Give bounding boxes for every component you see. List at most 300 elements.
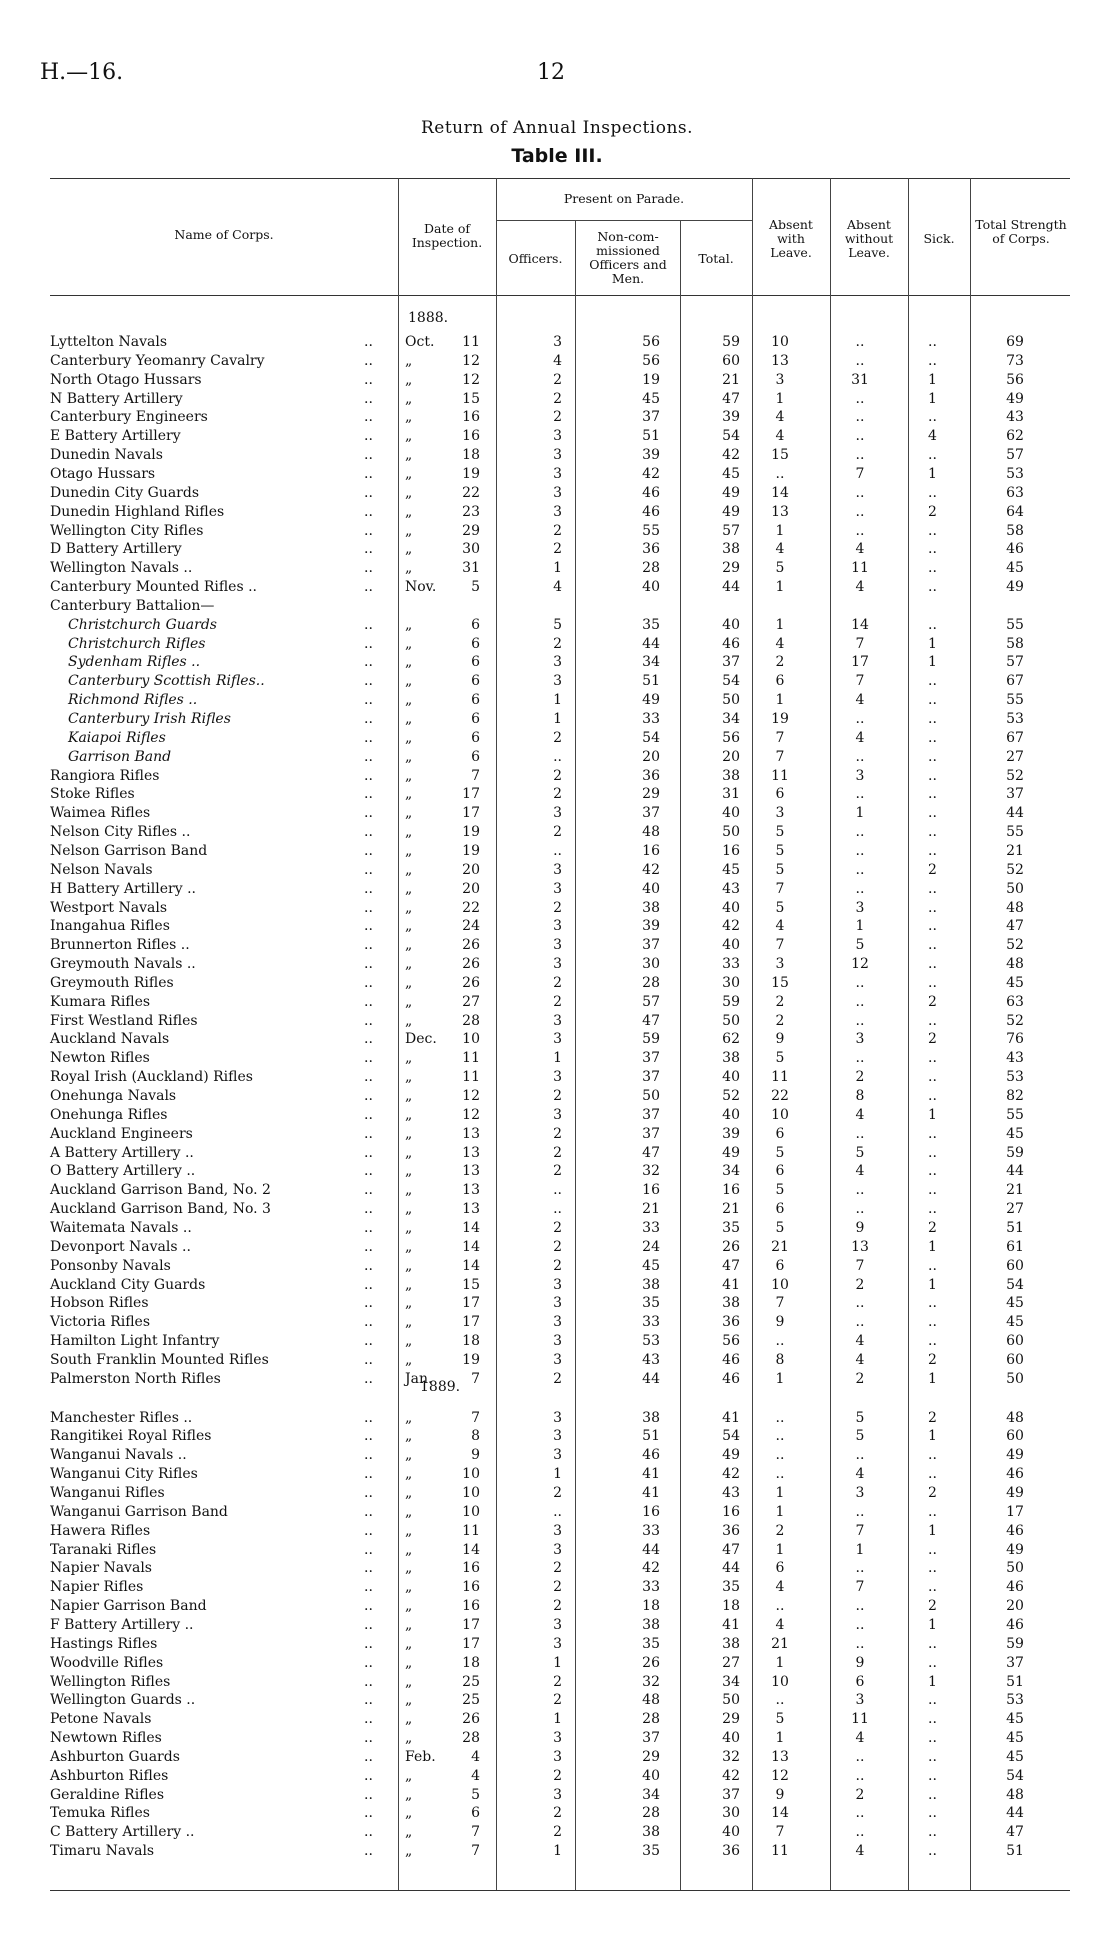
- sick-count: ..: [928, 1144, 937, 1161]
- officers-count: 3: [553, 1276, 562, 1293]
- corps-name: Kaiapoi Rifles: [68, 729, 166, 746]
- absent-without-leave: 4: [855, 692, 865, 709]
- absent-without-leave: ..: [855, 861, 865, 878]
- leader-dots: ..: [364, 861, 373, 878]
- inspection-day: 19: [462, 465, 480, 482]
- inspection-day: 26: [462, 1711, 480, 1728]
- inspection-month: „: [405, 447, 413, 464]
- absent-without-leave: 14: [851, 616, 869, 633]
- absent-with-leave: 10: [771, 334, 789, 350]
- inspection-day: 16: [462, 1598, 480, 1615]
- table-row: [0, 446, 1114, 465]
- nco-men-count: 28: [642, 1711, 660, 1728]
- total-strength: 52: [1006, 1012, 1024, 1029]
- sick-count: 1: [928, 1616, 937, 1633]
- leader-dots: ..: [364, 428, 373, 445]
- corps-name: Canterbury Engineers: [50, 409, 208, 426]
- total-present: 47: [722, 390, 740, 407]
- total-present: 49: [722, 503, 740, 520]
- header-officers: Officers.: [508, 251, 563, 266]
- total-strength: 48: [1006, 1786, 1024, 1803]
- leader-dots: ..: [364, 1447, 373, 1464]
- inspection-month: „: [405, 1069, 413, 1086]
- officers-count: 2: [553, 993, 562, 1010]
- absent-with-leave: 3: [775, 371, 785, 388]
- table-row: [0, 1049, 1114, 1068]
- absent-without-leave: 3: [855, 1031, 865, 1048]
- total-present: 33: [722, 956, 740, 973]
- total-present: 47: [722, 1541, 740, 1558]
- header-bottom-rule: [50, 295, 1070, 296]
- inspection-day: 31: [462, 560, 480, 577]
- inspection-month: „: [405, 1635, 413, 1652]
- total-strength: 49: [1006, 390, 1024, 407]
- inspection-day: 16: [462, 428, 480, 445]
- absent-with-leave: 9: [775, 1786, 785, 1803]
- officers-count: 3: [553, 1730, 562, 1747]
- leader-dots: ..: [364, 880, 373, 897]
- sick-count: 2: [928, 1031, 937, 1048]
- inspection-day: 26: [462, 974, 480, 991]
- absent-with-leave: 8: [775, 1351, 785, 1368]
- inspection-month: „: [405, 673, 413, 690]
- table-row: [0, 653, 1114, 672]
- total-present: 42: [722, 918, 740, 935]
- officers-count: 3: [553, 428, 562, 445]
- total-present: 59: [722, 334, 740, 350]
- officers-count: 3: [553, 1069, 562, 1086]
- total-strength: 60: [1006, 1257, 1024, 1274]
- officers-count: 3: [553, 1314, 562, 1331]
- absent-with-leave: 5: [775, 1219, 785, 1236]
- table-row: [0, 993, 1114, 1012]
- table-row: [0, 1125, 1114, 1144]
- corps-name: Greymouth Rifles: [50, 974, 174, 991]
- table-row: [0, 1503, 1114, 1522]
- inspection-day: 22: [462, 484, 480, 501]
- absent-with-leave: 5: [775, 1144, 785, 1161]
- total-present: 35: [722, 1579, 740, 1596]
- nco-men-count: 41: [642, 1466, 660, 1483]
- inspection-month: „: [405, 371, 413, 388]
- total-strength: 60: [1006, 1351, 1024, 1368]
- absent-without-leave: ..: [855, 1748, 865, 1765]
- corps-name: Nelson Navals: [50, 861, 153, 878]
- nco-men-count: 57: [642, 993, 660, 1010]
- corps-name: Auckland City Guards: [50, 1276, 206, 1293]
- table-row: [0, 616, 1114, 635]
- header-total-strength: Total Strength of Corps.: [975, 217, 1067, 246]
- corps-name: Auckland Garrison Band, No. 2: [50, 1182, 271, 1199]
- nco-men-count: 38: [642, 1824, 660, 1841]
- inspection-day: 28: [462, 1730, 480, 1747]
- officers-count: 2: [553, 1163, 562, 1180]
- year-label: 1889.: [420, 1379, 461, 1395]
- total-present: 47: [722, 1257, 740, 1274]
- absent-without-leave: 5: [855, 937, 865, 954]
- inspection-month: „: [405, 1541, 413, 1558]
- inspection-month: „: [405, 1843, 413, 1860]
- nco-men-count: 16: [642, 842, 660, 859]
- inspection-day: 25: [462, 1692, 480, 1709]
- leader-dots: ..: [364, 918, 373, 935]
- absent-with-leave: 1: [775, 579, 785, 596]
- sick-count: 2: [928, 1351, 937, 1368]
- corps-name: Wanganui Garrison Band: [50, 1503, 228, 1520]
- absent-without-leave: 5: [855, 1409, 865, 1426]
- nco-men-count: 47: [642, 1012, 660, 1029]
- total-strength: 47: [1006, 1824, 1024, 1841]
- header-absent-without-leave: Absent without Leave.: [844, 217, 894, 260]
- nco-men-count: 42: [642, 465, 660, 482]
- inspection-month: „: [405, 1314, 413, 1331]
- inspection-month: „: [405, 974, 413, 991]
- leader-dots: ..: [364, 937, 373, 954]
- table-row: [0, 1541, 1114, 1560]
- leader-dots: ..: [364, 1201, 373, 1218]
- inspection-month: „: [405, 786, 413, 803]
- inspection-day: 19: [462, 824, 480, 841]
- corps-name: Rangitikei Royal Rifles: [50, 1428, 212, 1445]
- absent-with-leave: 1: [775, 1541, 785, 1558]
- absent-with-leave: 1: [775, 1730, 785, 1747]
- nco-men-count: 51: [642, 673, 660, 690]
- table-row: [0, 1748, 1114, 1767]
- table-row: [0, 1767, 1114, 1786]
- nco-men-count: 42: [642, 1560, 660, 1577]
- inspection-day: 10: [462, 1503, 480, 1520]
- officers-count: 2: [553, 824, 562, 841]
- inspection-month: „: [405, 1711, 413, 1728]
- nco-men-count: 38: [642, 1616, 660, 1633]
- total-strength: 50: [1006, 1560, 1024, 1577]
- sick-count: ..: [928, 1730, 937, 1747]
- officers-count: 2: [553, 390, 562, 407]
- officers-count: ..: [553, 748, 562, 765]
- leader-dots: ..: [364, 1673, 373, 1690]
- corps-name: Canterbury Battalion—: [50, 597, 215, 614]
- absent-with-leave: 11: [771, 1843, 789, 1860]
- absent-without-leave: ..: [855, 428, 865, 445]
- total-present: 36: [722, 1843, 740, 1860]
- officers-count: 3: [553, 1748, 562, 1765]
- absent-without-leave: ..: [855, 1503, 865, 1520]
- table-subtitle: Table III.: [511, 145, 603, 167]
- absent-without-leave: 4: [855, 1106, 865, 1123]
- leader-dots: ..: [364, 334, 373, 350]
- total-present: 38: [722, 541, 740, 558]
- inspection-day: 26: [462, 937, 480, 954]
- sick-count: ..: [928, 673, 937, 690]
- total-strength: 57: [1006, 654, 1024, 671]
- sick-count: ..: [928, 1447, 937, 1464]
- total-present: 40: [722, 616, 740, 633]
- officers-count: 2: [553, 1692, 562, 1709]
- table-row: [0, 1238, 1114, 1257]
- sick-count: ..: [928, 334, 937, 350]
- nco-men-count: 35: [642, 616, 660, 633]
- leader-dots: ..: [364, 1560, 373, 1577]
- officers-count: 3: [553, 1635, 562, 1652]
- total-strength: 60: [1006, 1428, 1024, 1445]
- inspection-day: 29: [462, 522, 480, 539]
- nco-men-count: 34: [642, 654, 660, 671]
- corps-name: Wanganui City Rifles: [50, 1466, 198, 1483]
- table-row: [0, 540, 1114, 559]
- table-row: [0, 1332, 1114, 1351]
- header-absent-with-leave: Absent with Leave.: [769, 217, 813, 260]
- corps-name: North Otago Hussars: [50, 371, 202, 388]
- inspection-day: 14: [462, 1541, 480, 1558]
- total-strength: 59: [1006, 1635, 1024, 1652]
- absent-without-leave: 2: [855, 1069, 865, 1086]
- sick-count: ..: [928, 1125, 937, 1142]
- nco-men-count: 28: [642, 560, 660, 577]
- sick-count: ..: [928, 1314, 937, 1331]
- total-strength: 47: [1006, 918, 1024, 935]
- absent-with-leave: 4: [775, 1579, 785, 1596]
- absent-with-leave: 10: [771, 1673, 789, 1690]
- sick-count: ..: [928, 409, 937, 426]
- total-strength: 52: [1006, 767, 1024, 784]
- absent-with-leave: 1: [775, 692, 785, 709]
- total-present: 49: [722, 1144, 740, 1161]
- absent-with-leave: 10: [771, 1276, 789, 1293]
- inspection-month: „: [405, 465, 413, 482]
- total-strength: 60: [1006, 1333, 1024, 1350]
- table-row: [0, 1635, 1114, 1654]
- corps-name: N Battery Artillery: [50, 390, 183, 407]
- total-present: 49: [722, 1447, 740, 1464]
- total-strength: 43: [1006, 1050, 1024, 1067]
- total-strength: 21: [1006, 1182, 1024, 1199]
- inspection-day: 13: [462, 1163, 480, 1180]
- officers-count: 3: [553, 673, 562, 690]
- corps-name: Sydenham Rifles ..: [68, 654, 201, 671]
- inspection-month: „: [405, 937, 413, 954]
- total-present: 36: [722, 1314, 740, 1331]
- total-strength: 45: [1006, 1295, 1024, 1312]
- officers-count: 2: [553, 767, 562, 784]
- officers-count: 1: [553, 692, 562, 709]
- absent-with-leave: 5: [775, 861, 785, 878]
- nco-men-count: 42: [642, 861, 660, 878]
- table-row: [0, 1200, 1114, 1219]
- inspection-day: 4: [471, 1767, 480, 1784]
- absent-with-leave: 6: [775, 673, 785, 690]
- absent-without-leave: 4: [855, 1730, 865, 1747]
- sick-count: 2: [928, 1598, 937, 1615]
- nco-men-count: 33: [642, 1219, 660, 1236]
- corps-name: F Battery Artillery ..: [50, 1616, 194, 1633]
- corps-name: Wellington Guards ..: [50, 1692, 196, 1709]
- total-strength: 53: [1006, 465, 1024, 482]
- nco-men-count: 20: [642, 748, 660, 765]
- inspection-day: 20: [462, 861, 480, 878]
- absent-with-leave: 7: [775, 1295, 785, 1312]
- absent-without-leave: 12: [851, 956, 869, 973]
- inspection-day: 17: [462, 1635, 480, 1652]
- leader-dots: ..: [364, 1767, 373, 1784]
- nco-men-count: 56: [642, 334, 660, 350]
- total-strength: 54: [1006, 1767, 1024, 1784]
- total-strength: 57: [1006, 447, 1024, 464]
- total-strength: 55: [1006, 824, 1024, 841]
- table-row: [0, 729, 1114, 748]
- nco-men-count: 56: [642, 352, 660, 369]
- sick-count: ..: [928, 748, 937, 765]
- inspection-day: 11: [462, 1069, 480, 1086]
- officers-count: 1: [553, 1711, 562, 1728]
- corps-name: Canterbury Mounted Rifles ..: [50, 579, 258, 596]
- table-row: [0, 1786, 1114, 1805]
- nco-men-count: 39: [642, 447, 660, 464]
- leader-dots: ..: [364, 711, 373, 727]
- absent-without-leave: ..: [855, 503, 865, 520]
- sick-count: 1: [928, 1238, 937, 1255]
- header-sick: Sick.: [923, 231, 955, 246]
- leader-dots: ..: [364, 1598, 373, 1615]
- leader-dots: ..: [364, 1276, 373, 1293]
- total-strength: 45: [1006, 1711, 1024, 1728]
- leader-dots: ..: [364, 1616, 373, 1633]
- sick-count: 2: [928, 1485, 937, 1501]
- officers-count: 2: [553, 729, 562, 746]
- absent-without-leave: ..: [855, 1012, 865, 1029]
- inspection-month: „: [405, 1824, 413, 1841]
- inspection-day: 7: [471, 1843, 480, 1860]
- total-present: 31: [722, 786, 740, 803]
- corps-name: Lyttelton Navals: [50, 334, 168, 350]
- total-present: 30: [722, 1805, 740, 1822]
- officers-count: 3: [553, 1409, 562, 1426]
- absent-with-leave: 7: [775, 880, 785, 897]
- nco-men-count: 37: [642, 1730, 660, 1747]
- absent-with-leave: ..: [775, 1333, 785, 1350]
- corps-name: Manchester Rifles ..: [50, 1409, 193, 1426]
- inspection-month: „: [405, 390, 413, 407]
- leader-dots: ..: [364, 541, 373, 558]
- total-present: 56: [722, 729, 740, 746]
- officers-count: 3: [553, 1786, 562, 1803]
- table-row: [0, 597, 1114, 616]
- inspection-month: „: [405, 956, 413, 973]
- absent-with-leave: 14: [771, 1805, 789, 1822]
- sick-count: ..: [928, 767, 937, 784]
- officers-count: 2: [553, 1238, 562, 1255]
- leader-dots: ..: [364, 1503, 373, 1520]
- absent-without-leave: 17: [851, 654, 869, 671]
- absent-without-leave: 1: [855, 918, 865, 935]
- absent-with-leave: 5: [775, 1711, 785, 1728]
- leader-dots: ..: [364, 1824, 373, 1841]
- table-row: [0, 1729, 1114, 1748]
- absent-with-leave: 5: [775, 824, 785, 841]
- header-present-on-parade: Present on Parade.: [563, 191, 685, 206]
- officers-count: 3: [553, 937, 562, 954]
- corps-name: Hawera Rifles: [50, 1522, 151, 1539]
- inspection-month: „: [405, 1276, 413, 1293]
- nco-men-count: 38: [642, 1409, 660, 1426]
- total-strength: 51: [1006, 1219, 1024, 1236]
- corps-name: Brunnerton Rifles ..: [50, 937, 190, 954]
- table-row: [0, 880, 1114, 899]
- nco-men-count: 35: [642, 1635, 660, 1652]
- absent-with-leave: 10: [771, 1106, 789, 1123]
- total-present: 49: [722, 484, 740, 501]
- leader-dots: ..: [364, 1748, 373, 1765]
- officers-count: 2: [553, 1144, 562, 1161]
- absent-without-leave: ..: [855, 1616, 865, 1633]
- officers-count: 3: [553, 1428, 562, 1445]
- total-strength: 76: [1006, 1031, 1024, 1048]
- officers-count: 2: [553, 1560, 562, 1577]
- table-row: [0, 955, 1114, 974]
- inspection-day: 6: [471, 616, 480, 633]
- officers-count: ..: [553, 1182, 562, 1199]
- leader-dots: ..: [364, 767, 373, 784]
- absent-without-leave: 8: [855, 1088, 865, 1104]
- inspection-day: 14: [462, 1219, 480, 1236]
- table-row: [0, 748, 1114, 767]
- table-row: [0, 559, 1114, 578]
- officers-count: 2: [553, 786, 562, 803]
- absent-with-leave: 6: [775, 1125, 785, 1142]
- sick-count: ..: [928, 1088, 937, 1104]
- leader-dots: ..: [364, 673, 373, 690]
- absent-without-leave: 7: [855, 1257, 865, 1274]
- inspection-month: „: [405, 1673, 413, 1690]
- leader-dots: ..: [364, 899, 373, 916]
- sick-count: ..: [928, 1069, 937, 1086]
- absent-with-leave: 11: [771, 1069, 789, 1086]
- total-present: 16: [722, 1182, 740, 1199]
- absent-without-leave: ..: [855, 447, 865, 464]
- nco-men-count: 38: [642, 1276, 660, 1293]
- leader-dots: ..: [364, 1012, 373, 1029]
- total-present: 34: [722, 1673, 740, 1690]
- sick-count: 4: [928, 428, 937, 445]
- sick-count: ..: [928, 842, 937, 859]
- inspection-day: 16: [462, 409, 480, 426]
- inspection-day: 6: [471, 654, 480, 671]
- total-present: 20: [722, 748, 740, 765]
- total-present: 54: [722, 673, 740, 690]
- leader-dots: ..: [364, 1069, 373, 1086]
- corps-name: Wellington Navals ..: [50, 560, 193, 577]
- inspection-month: „: [405, 1503, 413, 1520]
- leader-dots: ..: [364, 654, 373, 671]
- leader-dots: ..: [364, 1257, 373, 1274]
- total-strength: 58: [1006, 522, 1024, 539]
- inspection-month: „: [405, 1598, 413, 1615]
- total-strength: 58: [1006, 635, 1024, 652]
- corps-name: Nelson Garrison Band: [50, 842, 208, 859]
- corps-name: Canterbury Scottish Rifles..: [68, 673, 265, 690]
- sick-count: 2: [928, 1219, 937, 1236]
- nco-men-count: 29: [642, 786, 660, 803]
- total-strength: 46: [1006, 1616, 1024, 1633]
- inspection-month: „: [405, 522, 413, 539]
- table-row: [0, 1012, 1114, 1031]
- table-row: [0, 1162, 1114, 1181]
- page-number: 12: [537, 60, 565, 85]
- table-row: [0, 691, 1114, 710]
- officers-count: 3: [553, 447, 562, 464]
- table-row: [0, 371, 1114, 390]
- absent-with-leave: 6: [775, 1163, 785, 1180]
- nco-men-count: 39: [642, 918, 660, 935]
